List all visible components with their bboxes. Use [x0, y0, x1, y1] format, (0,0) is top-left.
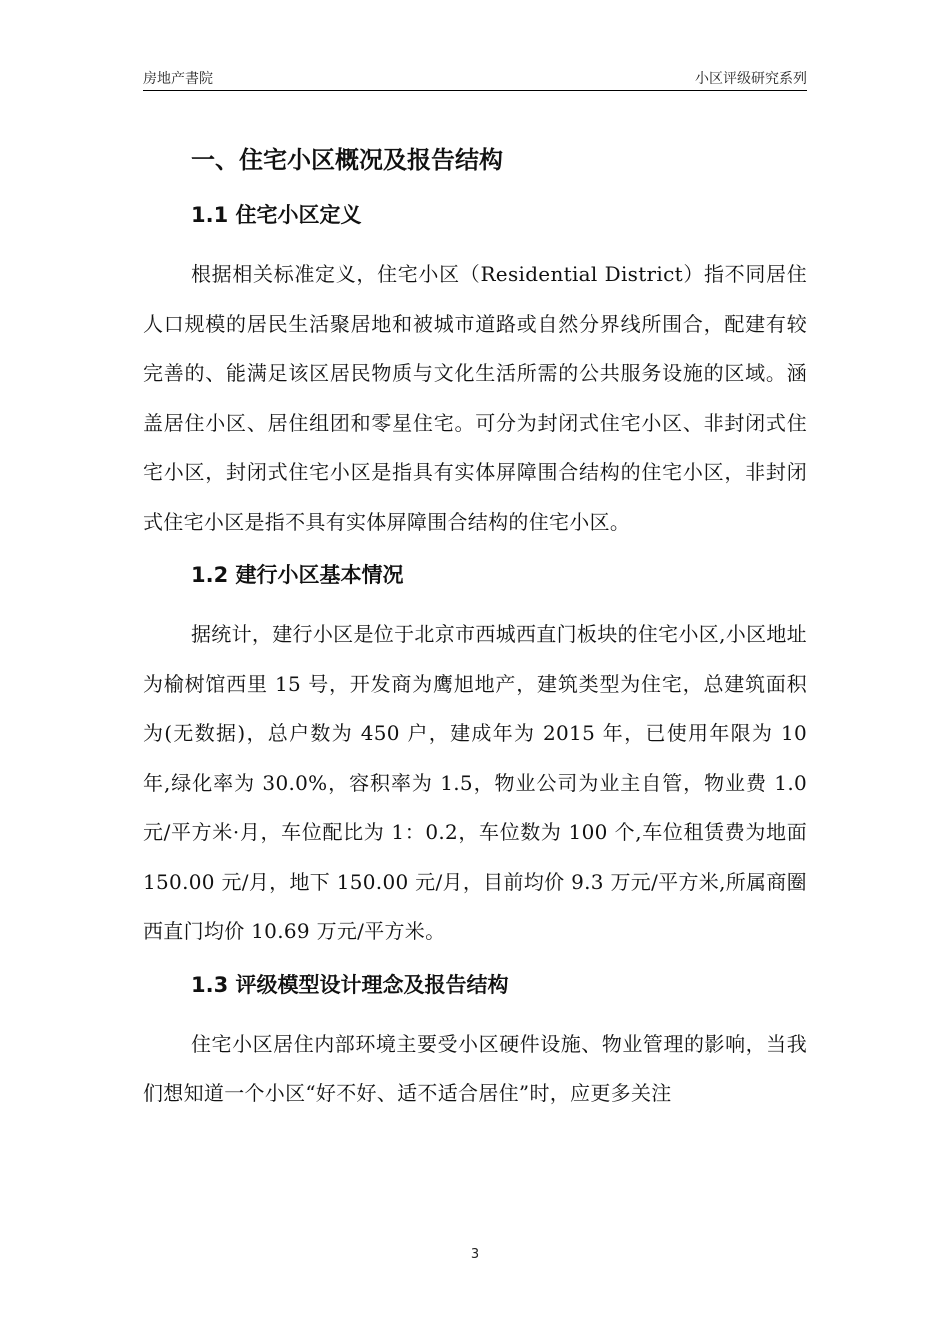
page-header	[143, 64, 807, 91]
page-number: 3	[470, 1247, 480, 1262]
section-title-1-2: 1.2 建行小区基本情况	[191, 563, 404, 587]
section-title-1-1: 1.1 住宅小区定义	[191, 203, 362, 227]
section-paragraph-1-2: 据统计，建行小区是位于北京市西城西直门板块的住宅小区,小区地址为榆树馆西里 15 号，开发商为鹰旭地产，建筑类型为住宅，总建筑面积为(无数据)，总户数为 450 户，建成年为 2015 年，已使用年限为 10 年,绿化率为 30.0%，容积率为 1.5，物业公司为业主自管，物业费 1.0 元/平方米·月，车位配比为 1：0.2，车位数为 100 个,车位租赁费为地面 150.00 元/月，地下 150.00 元/月，目前均价 9.3 万元/平方米,所属商圈西直门均价 10.69 万元/平方米。	[143, 622, 807, 943]
chapter-title: 一、住宅小区概况及报告结构	[191, 146, 503, 174]
section-paragraph-1-3: 住宅小区居住内部环境主要受小区硬件设施、物业管理的影响，当我们想知道一个小区“好不好、适不适合居住”时，应更多关注	[143, 1031, 807, 1105]
header-publisher: 房地产書院	[143, 71, 213, 87]
section-paragraph-1-1: 根据相关标准定义，住宅小区（Residential District）指不同居住人口规模的居民生活聚居地和被城市道路或自然分界线所围合，配建有较完善的、能满足该区居民物质与文化生活所需的公共服务设施的区域。涵盖居住小区、居住组团和零星住宅。可分为封闭式住宅小区、非封闭式住宅小区，封闭式住宅小区是指具有实体屏障围合结构的住宅小区，非封闭式住宅小区是指不具有实体屏障围合结构的住宅小区。	[143, 262, 807, 534]
document-body	[143, 140, 807, 1130]
header-series: 小区评级研究系列	[695, 71, 807, 87]
section-title-1-3: 1.3 评级模型设计理念及报告结构	[191, 972, 509, 997]
